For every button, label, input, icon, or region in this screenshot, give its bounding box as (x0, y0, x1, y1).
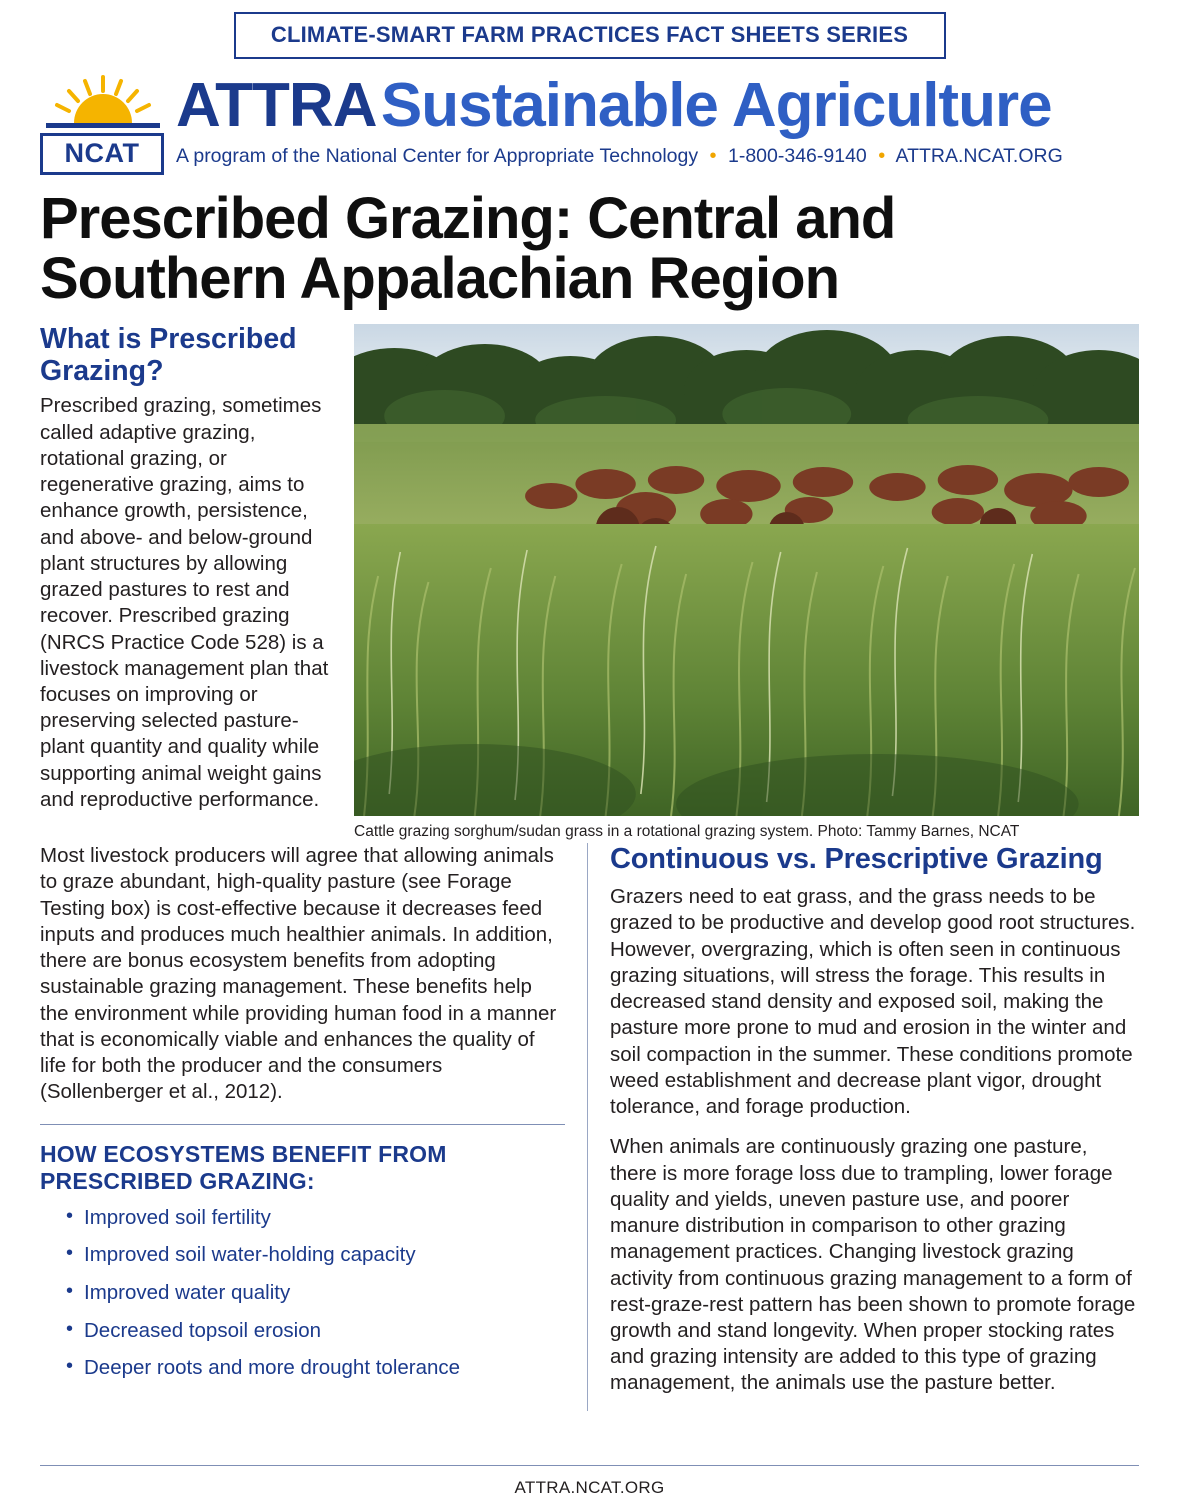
photo-caption: Cattle grazing sorghum/sudan grass in a rotational grazing system. Photo: Tammy Barnes, NCAT (354, 822, 1020, 840)
list-item: • Decreased topsoil erosion (66, 1318, 565, 1344)
footer-divider (40, 1465, 1139, 1466)
page-title: Prescribed Grazing: Central and Southern Appalachian Region (40, 186, 896, 312)
series-banner-label: CLIMATE-SMART FARM PRACTICES FACT SHEETS SERIES (270, 22, 909, 47)
continuous-vs-prescriptive-heading: Continuous vs. Prescriptive Grazing (610, 843, 1103, 876)
list-item: • Improved soil water-holding capacity (66, 1242, 565, 1268)
footer-website[interactable]: ATTRA.NCAT.ORG (514, 1478, 665, 1497)
masthead (40, 71, 1139, 175)
masthead-text (170, 71, 1139, 168)
photo-wrap (354, 324, 1139, 816)
producers-paragraph: Most livestock producers will agree that allowing animals to graze abundant, high-quality pasture (see Forage Testing box) is cost-effective because it decreases feed inputs and produces much healthier animals. In addition, there are bonus ecosystem benefits from adopting sustainable grazing management. These benefits help the environment while providing human food in a manner that is economically viable and enhances the quality of life for both the producer and the consumers (Sollenberger et al., 2012). (40, 844, 557, 1104)
masthead-phone: 1-800-346-9140 (727, 145, 867, 167)
brand-line (176, 71, 1139, 140)
left-column (40, 324, 350, 842)
continuous-grazing-paragraph-2: When animals are continuously grazing one pasture, there is more forage loss due to trampling, lower forage quality and yields, uneven pasture use, and poorer manure distribution in comparison to other grazing management practices. Changing livestock grazing activity from continuous grazing management to a form of rest-graze-rest pattern has been shown to promote forage growth and stand longevity. When proper stocking rates and grazing intensity are added to this type of grazing management, the animals use the pasture better. (610, 1135, 1136, 1395)
continuous-grazing-paragraph-1: Grazers need to eat grass, and the grass needs to be grazed to be productive and develop good root structures. However, overgrazing, which is often seen in continuous grazing situations, will stress the forage. This results in decreased stand density and exposed soil, making the pasture more prone to mud and erosion in the winter and soil compaction in the summer. These conditions promote weed establishment and decrease plant vigor, drought tolerance, and forage production. (610, 885, 1136, 1119)
ecosystem-benefits-heading: HOW ECOSYSTEMS BENEFIT FROM PRESCRIBED GRAZING: (40, 1140, 447, 1194)
masthead-tagline-row (176, 145, 1139, 168)
lower-left-column (40, 843, 587, 1410)
bullet-separator-icon: • (709, 145, 717, 167)
lower-right-column (587, 843, 1139, 1410)
ecosystem-benefits-list (40, 1205, 565, 1381)
masthead-website[interactable]: ATTRA.NCAT.ORG (895, 145, 1063, 167)
page-footer (40, 1465, 1139, 1498)
series-banner (234, 12, 946, 59)
cattle-grazing-pasture-photo (354, 324, 1139, 816)
brand-attra: ATTRA (176, 71, 377, 140)
list-item: • Improved soil fertility (66, 1205, 565, 1231)
ncat-wordmark (40, 133, 164, 175)
divider (40, 1124, 565, 1125)
fact-sheet-page (0, 12, 1179, 1512)
ncat-logo (40, 71, 170, 175)
masthead-tagline: A program of the National Center for Appropriate Technology (176, 145, 699, 167)
top-section (40, 324, 1139, 842)
photo-column (350, 324, 1139, 842)
list-item: • Deeper roots and more drought tolerance (66, 1355, 565, 1381)
what-is-prescribed-grazing-paragraph: Prescribed grazing, sometimes called adaptive grazing, rotational grazing, or regenerative grazing, aims to enhance growth, persistence, and above- and below-ground plant structures by allowing grazed pastures to rest and recover. Prescribed grazing (NRCS Practice Code 528) is a livestock management plan that focuses on improving or preserving selected pasture-plant quantity and quality while supporting animal weight gains and reproductive performance. (40, 394, 329, 811)
list-item: • Improved water quality (66, 1280, 565, 1306)
bullet-separator-icon-2: • (878, 145, 886, 167)
sunrise-icon (40, 75, 170, 131)
lower-section (40, 843, 1139, 1410)
brand-sustainable-agriculture: Sustainable Agriculture (380, 71, 1052, 140)
what-is-prescribed-grazing-heading: What is Prescribed Grazing? (40, 322, 297, 387)
ncat-label: NCAT (64, 138, 140, 168)
